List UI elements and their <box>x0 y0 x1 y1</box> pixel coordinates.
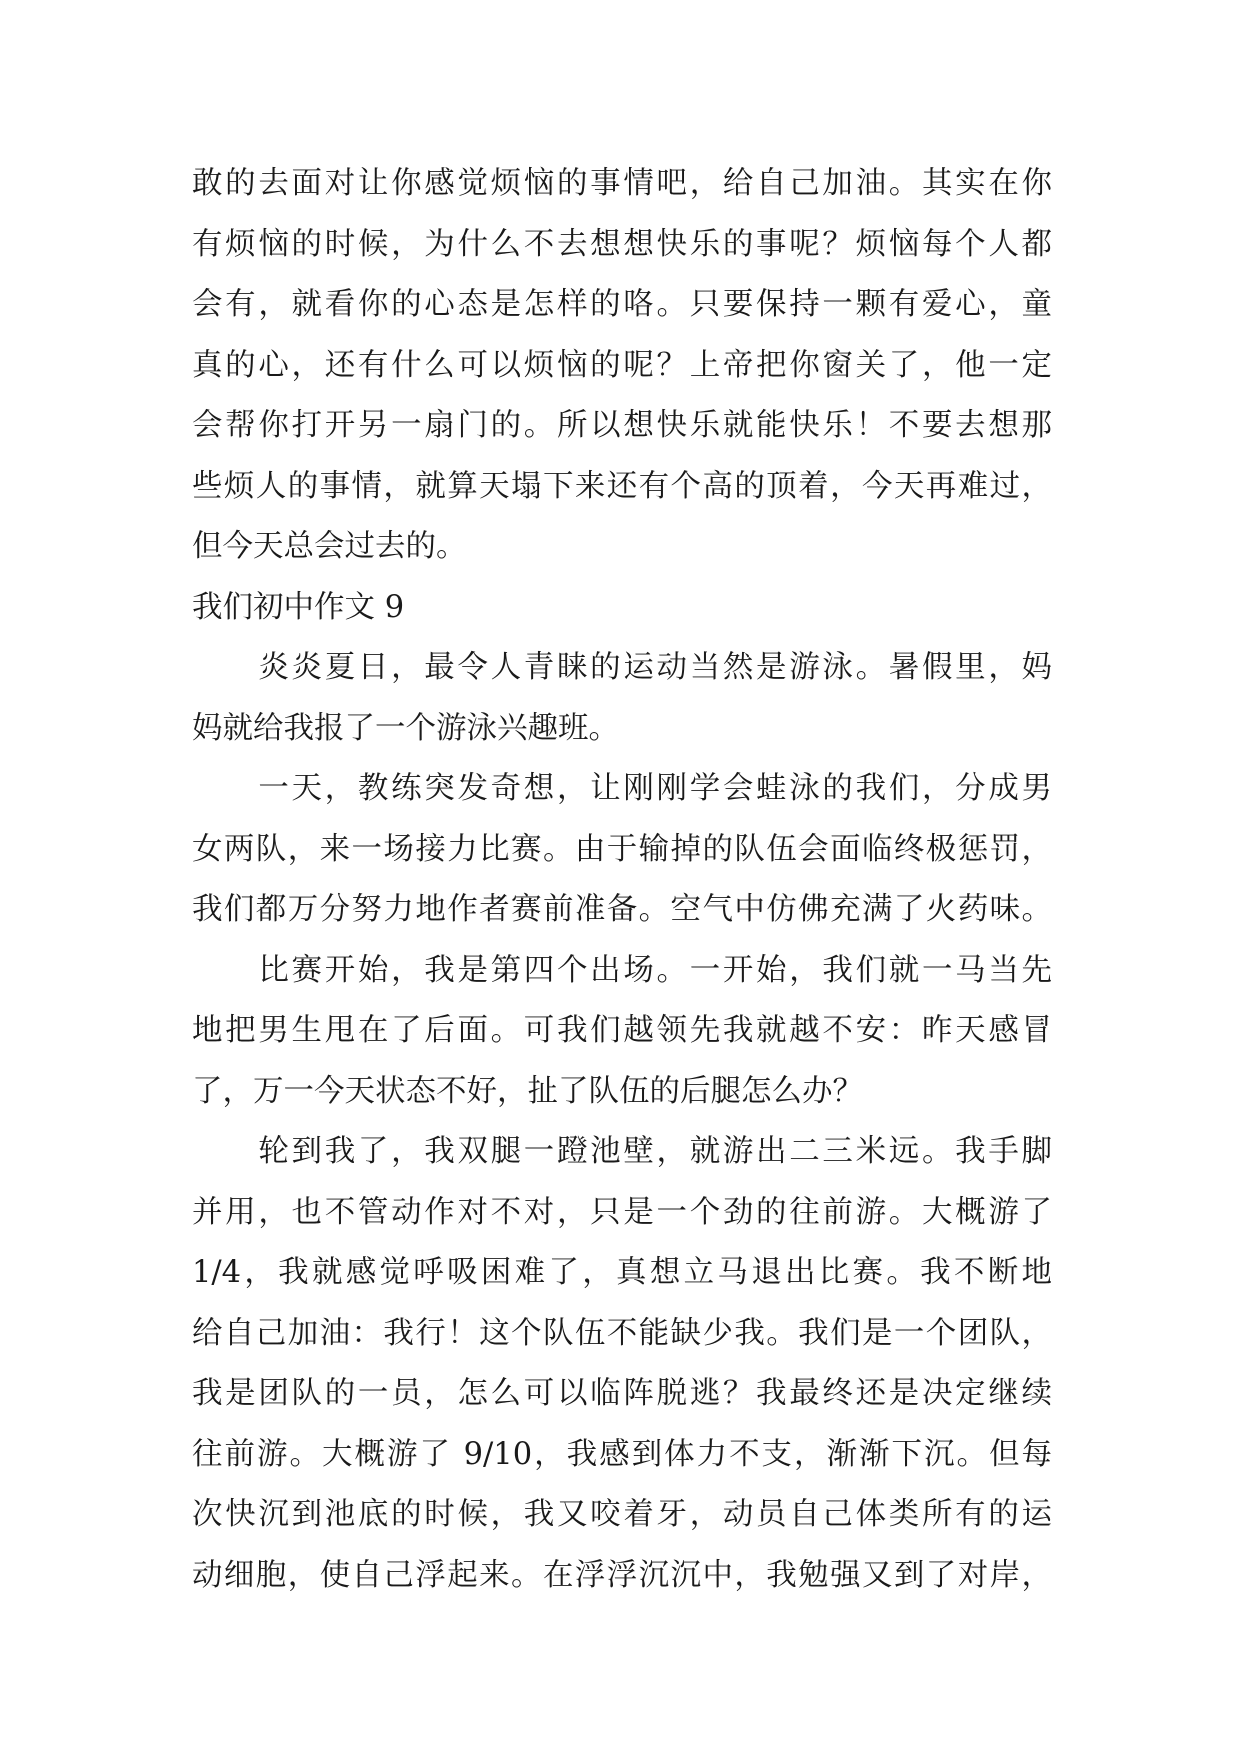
text-line: 了，万一今天状态不好，扯了队伍的后腿怎么办？ <box>192 1073 863 1109</box>
text-line: 我是团队的一员，怎么可以临阵脱逃？我最终还是决定继续 <box>192 1376 1052 1411</box>
text-line: 给自己加油：我行！这个队伍不能缺少我。我们是一个团队， <box>192 1315 1052 1351</box>
text-line: 往前游。大概游了 9/10，我感到体力不支，渐渐下沉。但每 <box>192 1436 1052 1472</box>
text-line: 有烦恼的时候，为什么不去想想快乐的事呢？烦恼每个人都 <box>192 226 1052 262</box>
text-line: 比赛开始，我是第四个出场。一开始，我们就一马当先 <box>192 952 1052 988</box>
section-title: 我们初中作文 9 <box>192 589 405 625</box>
text-line: 女两队，来一场接力比赛。由于输掉的队伍会面临终极惩罚， <box>192 831 1052 867</box>
text-line: 会帮你打开另一扇门的。所以想快乐就能快乐！不要去想那 <box>192 408 1052 443</box>
text-line: 轮到我了，我双腿一蹬池壁，就游出二三米远。我手脚 <box>192 1134 1052 1169</box>
text-line: 次快沉到池底的时候，我又咬着牙，动员自己体类所有的运 <box>192 1497 1052 1532</box>
text-line: 真的心，还有什么可以烦恼的呢？上帝把你窗关了，他一定 <box>192 347 1052 383</box>
text-line: 一天，教练突发奇想，让刚刚学会蛙泳的我们，分成男 <box>192 771 1052 806</box>
text-line: 但今天总会过去的。 <box>192 529 467 564</box>
text-line: 会有，就看你的心态是怎样的咯。只要保持一颗有爱心，童 <box>192 287 1052 322</box>
text-line: 些烦人的事情，就算天塌下来还有个高的顶着，今天再难过， <box>192 468 1052 504</box>
text-line: 敢的去面对让你感觉烦恼的事情吧，给自己加油。其实在你 <box>192 166 1052 201</box>
text-line: 地把男生甩在了后面。可我们越领先我就越不安：昨天感冒 <box>192 1013 1052 1048</box>
text-line: 并用，也不管动作对不对，只是一个劲的往前游。大概游了 <box>192 1194 1052 1230</box>
document-body <box>192 154 1052 1606</box>
text-line: 我们都万分努力地作者赛前准备。空气中仿佛充满了火药味。 <box>192 892 1052 927</box>
text-line: 动细胞，使自己浮起来。在浮浮沉沉中，我勉强又到了对岸， <box>192 1557 1052 1593</box>
text-line: 1/4，我就感觉呼吸困难了，真想立马退出比赛。我不断地 <box>192 1255 1052 1290</box>
text-line: 妈就给我报了一个游泳兴趣班。 <box>192 710 619 746</box>
text-line: 炎炎夏日，最令人青睐的运动当然是游泳。暑假里，妈 <box>192 650 1052 685</box>
